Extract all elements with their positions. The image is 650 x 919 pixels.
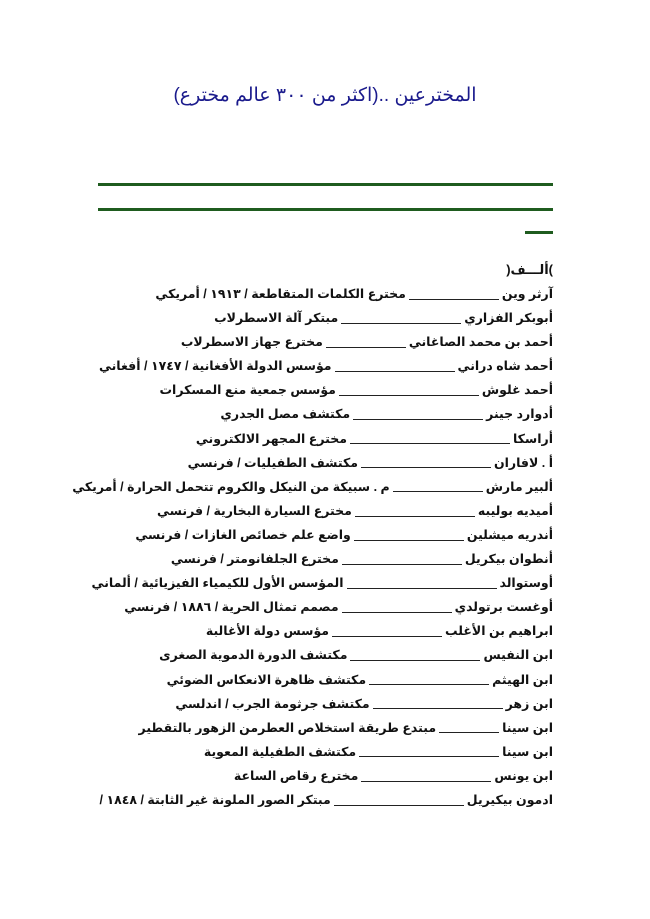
inventor-description: مصمم تمثال الحرية / ١٨٨٦ / فرنسي xyxy=(124,600,339,615)
inventor-name: ادمون بيكيريل xyxy=(466,792,553,807)
inventor-name: ابن سينا xyxy=(502,744,553,759)
list-item xyxy=(93,788,553,812)
list-item xyxy=(93,451,553,475)
inventor-description: المؤسس الأول للكيمياء الفيزيائية / ألماني xyxy=(91,576,344,591)
inventor-name: أحمد شاه دراني xyxy=(457,359,553,374)
inventor-name: أوغست برتولدي xyxy=(454,600,553,615)
inventor-description: مكتشف الدورة الدموية الصغرى xyxy=(159,648,348,663)
list-item xyxy=(93,282,553,306)
inventor-description: مخترع رقاص الساعة xyxy=(233,768,359,783)
blank-line xyxy=(342,555,462,565)
inventor-description: مؤسس الدولة الأفغانية / ١٧٤٧ / أفغاني xyxy=(98,359,332,374)
list-item xyxy=(93,402,553,426)
inventor-name: أوستوالد xyxy=(499,576,553,591)
inventor-name: أحمد غلوش xyxy=(481,383,553,398)
inventor-description: مكتشف جرثومة الجرب / اندلسي xyxy=(175,696,370,711)
inventor-name: أنطوان بيكريل xyxy=(464,552,553,567)
list-item xyxy=(93,378,553,402)
blank-line xyxy=(342,603,452,613)
inventor-name: ابن الهيثم xyxy=(492,672,553,687)
page-title: (المخترعين ..(اكثر من ٣٠٠ عالم مخترع xyxy=(173,85,477,106)
list-item xyxy=(93,499,553,523)
blank-line xyxy=(369,675,489,685)
inventor-name: أراسكا xyxy=(512,431,553,446)
list-item xyxy=(93,619,553,643)
inventor-name: ألبير مارش xyxy=(485,479,553,494)
blank-line xyxy=(350,434,510,444)
inventor-name: أميديه بوليبه xyxy=(477,503,553,518)
blank-line xyxy=(361,772,491,782)
inventor-description: واضع علم خصائص الغازات / فرنسي xyxy=(135,527,351,542)
list-item xyxy=(93,354,553,378)
inventor-name: آرثر وين xyxy=(501,287,553,301)
list-item xyxy=(93,740,553,764)
list-item xyxy=(93,668,553,692)
inventor-name: أبوبكر الفزاري xyxy=(464,311,553,326)
inventor-name: أحمد بن محمد الصاغاني xyxy=(408,335,553,350)
list-item xyxy=(93,330,553,354)
inventor-name: أدوارد جينر xyxy=(486,407,553,422)
blank-line xyxy=(350,651,480,661)
blank-line xyxy=(361,458,491,468)
blank-line xyxy=(439,723,499,733)
inventor-name: ابراهيم بن الأغلب xyxy=(445,624,553,639)
section-heading: )ألـــف( xyxy=(506,262,553,277)
inventor-description: مخترع جهاز الاسطرلاب xyxy=(180,335,323,350)
inventor-description: مؤسس جمعية منع المسكرات xyxy=(159,383,336,398)
blank-line xyxy=(409,290,499,300)
inventors-list xyxy=(72,258,553,812)
blank-line xyxy=(373,699,503,709)
blank-line xyxy=(359,747,499,757)
inventor-description: مكتشف ظاهرة الانعكاس الضوئي xyxy=(166,672,367,687)
inventor-description: مخترع المجهر الالكتروني xyxy=(195,431,347,446)
list-item xyxy=(93,547,553,571)
list-item xyxy=(93,306,553,330)
list-item xyxy=(93,427,553,451)
blank-line xyxy=(347,579,497,589)
inventor-name: ابن سينا xyxy=(502,720,553,735)
inventor-description: مخترع الكلمات المتقاطعة / ١٩١٣ / أمريكي xyxy=(155,287,406,301)
divider-rule xyxy=(98,208,553,211)
inventor-description: مخترع الجلفانومتر / فرنسي xyxy=(170,552,339,567)
list-item xyxy=(93,764,553,788)
inventor-description: مبتدع طريقة استخلاص العطرمن الزهور بالتقطير xyxy=(138,720,437,735)
inventor-name: ابن يونس xyxy=(494,768,553,783)
inventor-description: م . سبيكة من النيكل والكروم تتحمل الحرارة / أمريكي xyxy=(72,479,390,494)
blank-line xyxy=(393,482,483,492)
list-item xyxy=(93,692,553,716)
inventor-description: مكتشف الطفيليات / فرنسي xyxy=(187,455,358,470)
inventor-description: مكتشف الطفيلية المعوية xyxy=(203,744,357,759)
inventor-description: مبتكر آلة الاسطرلاب xyxy=(214,311,339,326)
list-item xyxy=(72,475,553,499)
inventor-description: مخترع السيارة البخارية / فرنسي xyxy=(157,503,352,518)
divider-rule xyxy=(98,183,553,186)
divider-rule-short xyxy=(525,231,553,234)
inventor-description: مكتشف مصل الجدري xyxy=(220,407,351,422)
inventor-description: مؤسس دولة الأغالبة xyxy=(205,624,330,639)
list-item xyxy=(93,716,553,740)
list-item xyxy=(93,595,553,619)
blank-line xyxy=(335,362,455,372)
blank-line xyxy=(332,627,442,637)
list-item xyxy=(93,643,553,667)
inventor-name: ابن النفيس xyxy=(483,648,553,663)
blank-line xyxy=(326,338,406,348)
inventor-name: ابن زهر xyxy=(505,696,553,711)
list-item xyxy=(93,571,553,595)
blank-line xyxy=(355,507,475,517)
blank-line xyxy=(353,410,483,420)
blank-line xyxy=(354,531,464,541)
blank-line xyxy=(341,314,461,324)
blank-line xyxy=(339,386,479,396)
inventor-description: مبتكر الصور الملونة غير الثابتة / ١٨٤٨ / xyxy=(99,792,331,807)
blank-line xyxy=(334,796,464,806)
list-item xyxy=(93,523,553,547)
inventor-name: أندريه ميشلين xyxy=(466,527,553,542)
inventor-name: أ . لافاران xyxy=(493,455,553,470)
